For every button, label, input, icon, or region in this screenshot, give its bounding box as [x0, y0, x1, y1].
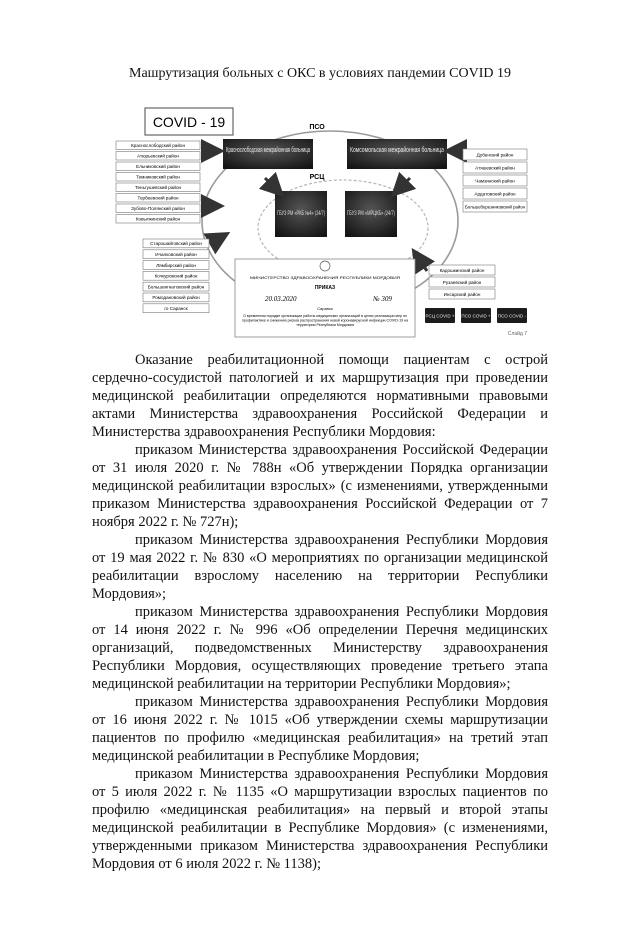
order-date: 20.03.2020 [265, 295, 297, 303]
hospital-left-label: Краснослободская межрайонная больница [226, 147, 367, 154]
arrow-to-center-right [395, 178, 410, 193]
district-label: Большеигнатовский район [147, 284, 205, 290]
district-label: Краснослободский район [130, 143, 186, 149]
order-city: Саранск [317, 306, 333, 311]
paragraph-order-1135: приказом Министерства здравоохранения Республики Мордовия от 5 июля 2022 г. № 1135 «О маршрутизации взрослых пациентов по профилю «медицинская реабилитация» на первый и второй этапы медицинской реабилитации в Республике Мордовия» (с изменениями, утвержденными приказом Министерства здравоохранения Республики Мордовия от 6 июля 2022 г. № 1138); [92, 766, 548, 872]
legend-button-label: РСЦ COVID + [425, 313, 455, 319]
district-label: Рузаевский район [442, 279, 482, 285]
district-label: го Саранск [164, 306, 188, 311]
order-heading: ПРИКАЗ [314, 285, 336, 291]
district-label: Ковылкинский район [135, 216, 181, 222]
center-right-label: ГБУЗ РМ «МРЦКБ» (24/7) [347, 211, 395, 217]
paragraph-order-830: приказом Министерства здравоохранения Республики Мордовия от 19 мая 2022 г. № 830 «О мероприятиях по организации медицинской реабилитации взрослому населению на территории Республики Мордовия»; [92, 532, 548, 602]
districts-right-top [463, 149, 530, 212]
hospital-right-label: Комсомольская межрайонная больница [350, 147, 481, 154]
covid-label: COVID - 19 [152, 114, 226, 130]
districts-left-top [116, 141, 200, 223]
arrow-left-bottom [211, 235, 225, 243]
paragraph-order-788n: приказом Министерства здравоохранения Российской Федерации от 31 июля 2020 г. № 788н «Об утверждении Порядка организации медицинской реабилитации взрослых» (с изменениями, утвержденными приказом Министерства здравоохранения Российской Федерации от 7 ноября 2022 г. № 727н); [92, 442, 548, 530]
district-label: Ичалковский район [155, 252, 197, 257]
district-label: Теньгушевский район [134, 185, 182, 191]
body-text [92, 351, 548, 873]
paragraph-order-996: приказом Министерства здравоохранения Республики Мордовия от 14 июня 2022 г. № 996 «Об определении Перечня медицинских организаций, подведомственных Министерству здравоохранения Республики Мордовия, осуществляющих проведение третьего этапа медицинской реабилитации на территории Республики Мордовия»; [92, 604, 548, 692]
hospital-left-box [223, 139, 367, 169]
order-number: № 309 [373, 295, 392, 303]
order-ministry: МИНИСТЕРСТВО ЗДРАВООХРАНЕНИЯ РЕСПУБЛИКИ МОРДОВИЯ [250, 275, 401, 280]
paragraph-intro: Оказание реабилитационной помощи пациентам с острой сердечно-сосудистой патологией и их маршрутизация при проведении медицинской реабилитации определяются нормативными правовыми актами Министерства здравоохранения Российской Федерации и Министерства здравоохранения Республики Мордовия: [92, 352, 548, 440]
slide-label: Слайд 7 [507, 331, 527, 337]
legend-buttons [425, 308, 527, 323]
hospital-right-box [347, 139, 481, 169]
district-label: Атяшевский район [475, 165, 515, 171]
legend-button-label: ПСО COVID + [461, 313, 491, 319]
routing-diagram-svg [115, 103, 535, 340]
arrow-to-center-left [265, 178, 280, 193]
arrow-right-bottom [415, 253, 427, 271]
district-label: Торбеевский район [137, 195, 179, 201]
district-label: Большеберезниковский район [465, 204, 530, 210]
district-label: Ардатовский район [474, 191, 516, 197]
legend-button-label: ПСО COVID - [497, 313, 527, 319]
district-label: Зубово-Полянский район [131, 206, 185, 212]
districts-right-bottom [429, 265, 495, 299]
district-label: Инсарский район [443, 291, 481, 297]
district-label: Кадошкинский район [439, 267, 485, 273]
district-label: Ельниковский район [136, 164, 180, 170]
district-label: Старошайговский район [150, 241, 202, 247]
center-left-label: ГБУЗ РМ «РКБ №4» (24/7) [277, 211, 351, 217]
district-label: Лямбирский район [156, 262, 196, 268]
district-label: Чамзинский район [475, 178, 515, 184]
pso-label: ПСО [309, 124, 325, 131]
routing-diagram [115, 103, 535, 340]
page-title: Машрутизация больных с ОКС в условиях пандемии COVID 19 [129, 66, 511, 81]
districts-left-bottom [143, 239, 209, 313]
order-subject: О временном порядке организации работы медицинских организаций в целях реализации мер по профилактике и снижению рисков распространения новой коронавирусной инфекции COVID-19 на территории Республики Мордовия [241, 314, 409, 328]
district-label: Кочкуровский район [154, 273, 198, 279]
paragraph-order-1015: приказом Министерства здравоохранения Республики Мордовия от 16 июня 2022 г. № 1015 «Об утверждении схемы маршрутизации пациентов по профилю «медицинская реабилитация» на третий этап медицинской реабилитации в Республике Мордовия; [92, 694, 548, 764]
rsc-label: РСЦ [309, 174, 325, 181]
district-label: Дубенский район [476, 152, 514, 158]
district-label: Темниковский район [136, 174, 180, 180]
district-label: Атюрьевский район [137, 153, 179, 159]
district-label: Ромодановский район [152, 295, 200, 301]
